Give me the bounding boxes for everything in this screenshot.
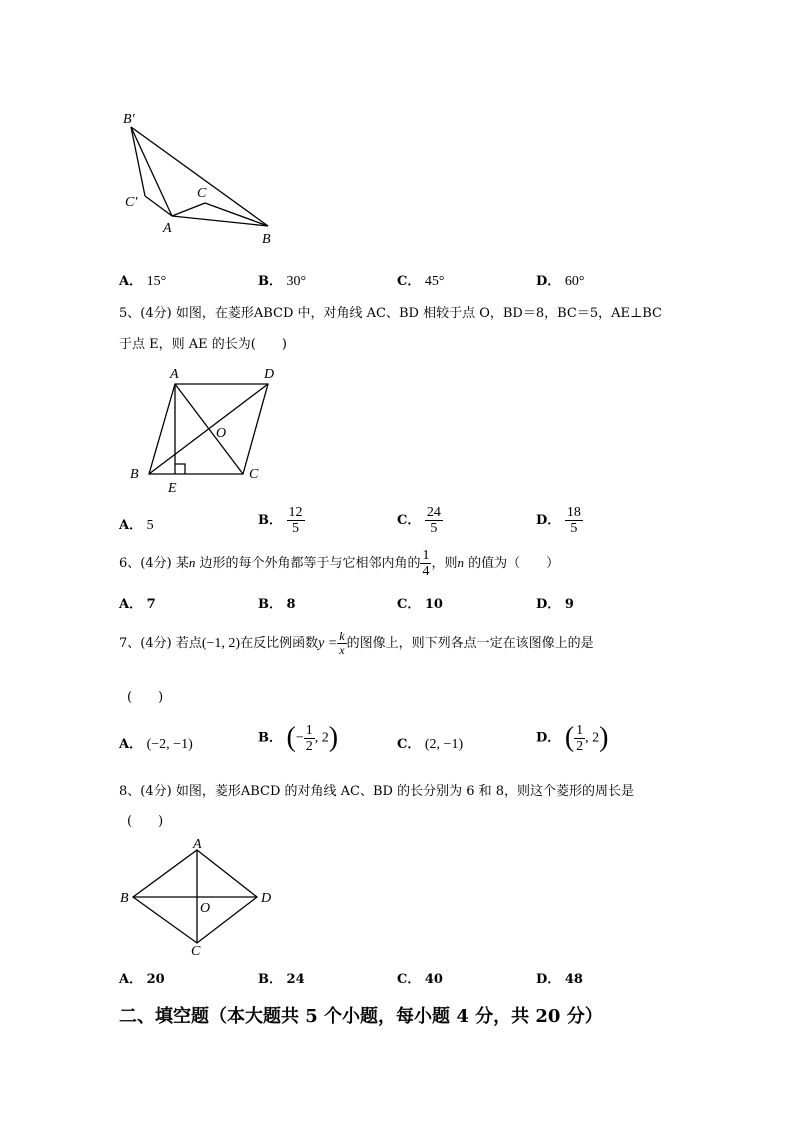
fig5-label-d: D	[264, 367, 275, 382]
q6-option-c[interactable]: C． 10	[397, 597, 443, 612]
q5-stem-line2: 于点 E，则 AE 的长为( )	[119, 337, 287, 352]
q6-stem: 6、(4分) 某n 边形的每个外角都等于与它相邻内角的 $\frac{1}{4}$ ，则n 的值为（ ）	[119, 548, 560, 579]
q8-stem-line2: ( )	[127, 814, 164, 829]
fig5-label-c: C	[249, 467, 259, 482]
q6-option-b[interactable]: B． 8	[258, 597, 296, 612]
q8-option-d[interactable]: D． 48	[536, 972, 583, 987]
fig8-label-d: D	[261, 891, 272, 906]
fig4-label-cprime: C′	[125, 195, 138, 210]
q8-figure	[115, 835, 280, 960]
fig8-label-c: C	[191, 944, 201, 959]
q5-stem-line1: 5、(4分) 如图，在菱形ABCD 中，对角线 AC、BD 相较于点 O，BD＝8，BC＝5，AE⊥BC	[119, 306, 662, 321]
q4-option-d[interactable]: D． 60°	[536, 274, 585, 289]
q8-option-b[interactable]: B． 24	[258, 972, 305, 987]
q5-option-a[interactable]: A． 5	[119, 518, 154, 533]
fig5-label-e: E	[168, 481, 177, 494]
q4-option-a[interactable]: A． 15°	[119, 274, 167, 289]
fig4-label-c: C	[197, 186, 207, 201]
fig8-label-b: B	[120, 891, 129, 906]
q5-option-c[interactable]: C． $\frac{24}{5}$	[397, 505, 441, 536]
fig4-line-bprime-b	[131, 127, 268, 226]
q6-option-d[interactable]: D． 9	[536, 597, 574, 612]
q8-stem-line1: 8、(4分) 如图，菱形ABCD 的对角线 AC、BD 的长分别为 6 和 8，则这个菱形的周长是	[119, 784, 635, 799]
q7-option-b[interactable]: B． (− $\frac{1}{2}$ , 2)	[258, 722, 339, 754]
q6-option-a[interactable]: A． 7	[119, 597, 156, 612]
fig4-label-b: B	[262, 232, 271, 247]
fig4-line-a-c	[172, 203, 205, 216]
q7-option-d[interactable]: D． ( $\frac{1}{2}$ , 2)	[536, 722, 609, 754]
q7-answer-paren: ( )	[127, 690, 164, 705]
fig4-label-a: A	[163, 221, 172, 236]
q4-option-b[interactable]: B． 30°	[258, 274, 307, 289]
q5-figure	[125, 362, 285, 494]
q7-option-a[interactable]: A． (−2, −1)	[119, 737, 193, 752]
q7-stem: 7、(4分) 若点(−1, 2)在反比例函数y = $\frac{k}{x}$ 的图像上，则下列各点一定在该图像上的是	[119, 629, 594, 657]
fig5-right-angle-mark	[175, 464, 185, 474]
q8-option-a[interactable]: A． 20	[119, 972, 165, 987]
q5-option-d[interactable]: D． $\frac{18}{5}$	[536, 505, 581, 536]
fig4-label-bprime: B′	[123, 112, 135, 127]
fig8-label-o: O	[200, 901, 211, 916]
q8-option-c[interactable]: C． 40	[397, 972, 443, 987]
fig5-label-a: A	[170, 367, 179, 382]
q4-option-c[interactable]: C． 45°	[397, 274, 445, 289]
fig5-diagonal-bd	[149, 384, 268, 474]
q7-option-c[interactable]: C． (2, −1)	[397, 737, 464, 752]
section2-heading: 二、填空题（本大题共 5 个小题，每小题 4 分，共 20 分）	[119, 1006, 603, 1027]
fig5-label-o: O	[216, 426, 227, 441]
q5-option-b[interactable]: B． $\frac{12}{5}$	[258, 505, 303, 536]
q4-figure	[115, 105, 290, 250]
fig8-label-a: A	[193, 837, 202, 852]
fig5-label-b: B	[130, 467, 139, 482]
fig4-line-bprime-cprime	[131, 127, 145, 196]
